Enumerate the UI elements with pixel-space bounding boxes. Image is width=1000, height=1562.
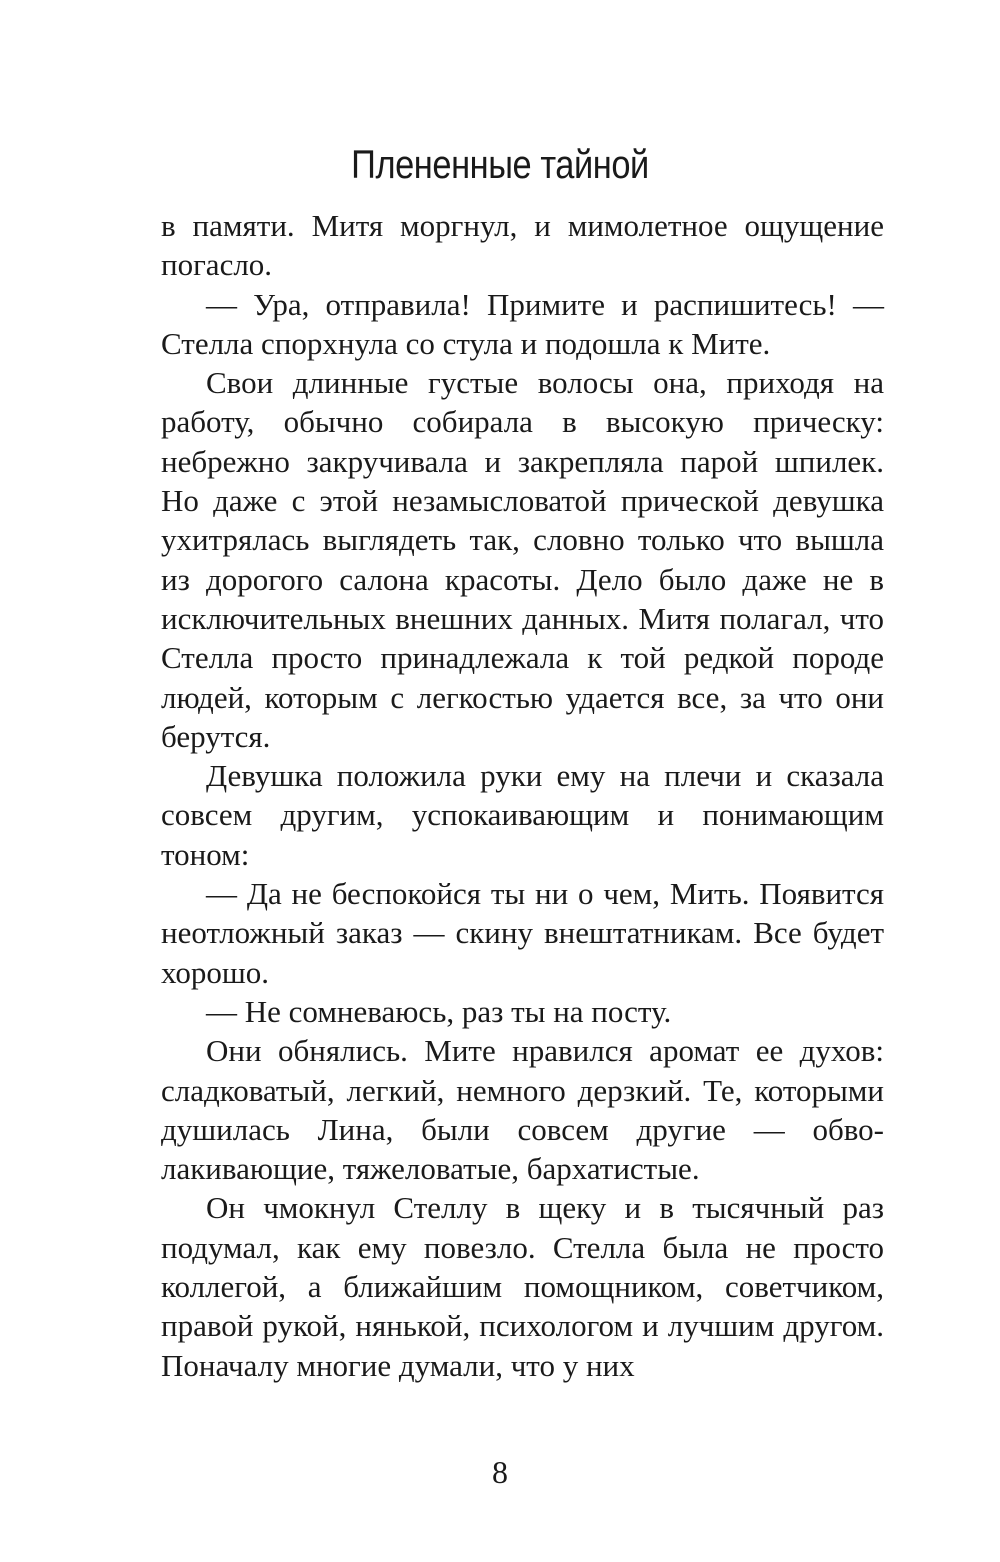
running-title: Плененные тайной bbox=[351, 143, 649, 187]
paragraph: — Ура, отправила! Примите и распишитесь! — Стелла спорхнула со стула и подошла к Мите. bbox=[161, 286, 884, 361]
page-number: 8 bbox=[492, 1454, 508, 1490]
paragraph: — Не сомневаюсь, раз ты на посту. bbox=[206, 993, 672, 1029]
paragraph: Девушка положила руки ему на плечи и сказала совсем другим, успокаивающим и понимающим тоном: bbox=[161, 758, 884, 872]
paragraph: — Да не беспокойся ты ни о чем, Мить. Появится неотложный заказ — скину внештатникам. Все будет хорошо. bbox=[161, 876, 884, 990]
body-text bbox=[161, 206, 884, 1385]
paragraph: Они обнялись. Мите нравился аромат ее духов: сладковатый, легкий, немного дерзкий. Те, которыми душилась Лина, были совсем другие — обволакивающие, тяжеловатые, бархатистые. bbox=[161, 1033, 884, 1187]
paragraph: Свои длинные густые волосы она, приходя на работу, обычно собирала в высокую прическу: небрежно закручивала и закрепляла парой шпилек. Но даже с этой незамысловатой прической девушка ухитрялась выглядеть так, словно только что вышла из дорогого салона красоты. Дело было даже не в исключительных внешних данных. Митя полагал, что Стелла просто принадлежала к той редкой породе людей, которым с легкостью удается все, за что они берутся. bbox=[161, 365, 884, 754]
paragraph-continuation: в памяти. Митя моргнул, и мимолетное ощущение погасло. bbox=[161, 208, 884, 283]
paragraph: Он чмокнул Стеллу в щеку и в тысячный раз подумал, как ему повезло. Стелла была не просто коллегой, а ближайшим помощником, советчиком, правой рукой, нянькой, психологом и лучшим другом. Поначалу многие думали, что у них bbox=[161, 1190, 884, 1383]
